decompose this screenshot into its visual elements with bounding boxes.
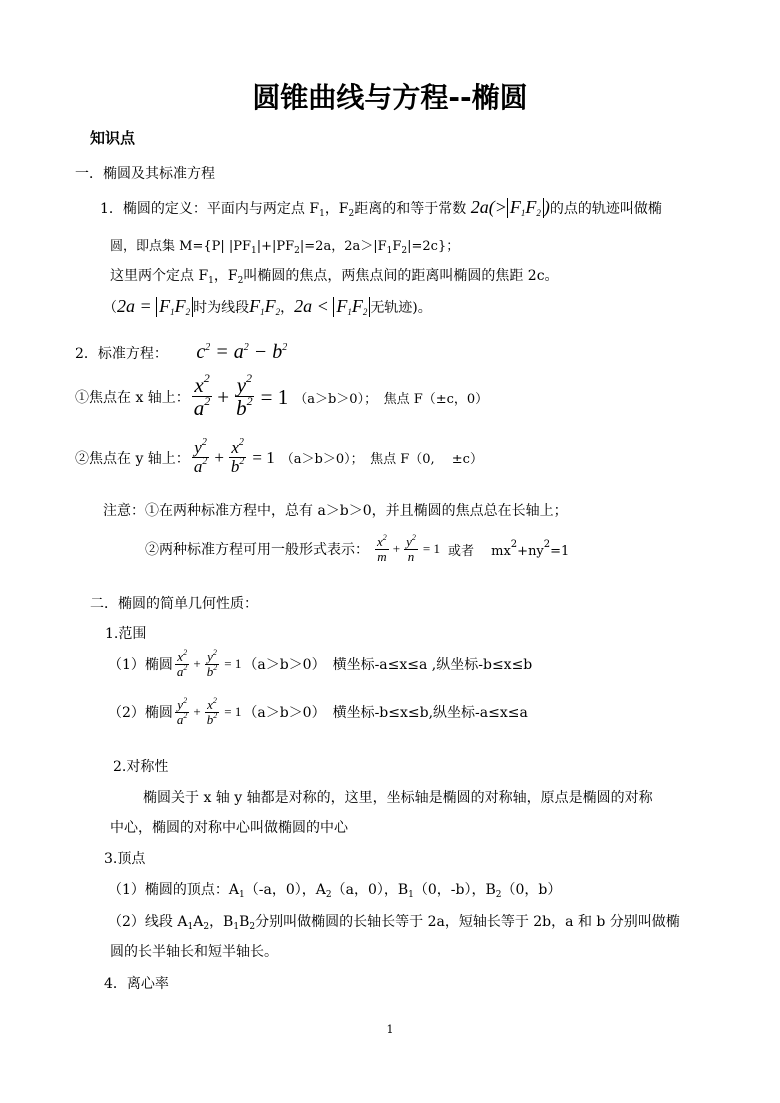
formula-range-2: $\frac{y^2}{a^2}$ + $\frac{x^2}{b^2}$ = 1 bbox=[176, 696, 242, 727]
symmetry-line-1: 椭圆关于 x 轴 y 轴都是对称的，这里，坐标轴是椭圆的对称轴，原点是椭圆的对称 bbox=[143, 790, 653, 806]
definition-line-1: 1．椭圆的定义：平面内与两定点 $F_1$，$F_2$距离的和等于常数 $2a(> F_1F_2$ )的点的轨迹叫做椭 bbox=[100, 197, 662, 219]
knowledge-heading: 知识点 bbox=[90, 129, 136, 147]
formula-y2a2-x2b2: $\frac{y^2}{a^2}$ + $\frac{x^2}{b^2}$ = 1 bbox=[193, 437, 275, 476]
range-line-2: （2）椭圆 $\frac{y^2}{a^2}$ + $\frac{x^2}{b^2}$ = 1 （a＞b＞0） 横坐标-b≤x≤b,纵坐标-a≤x≤a bbox=[108, 696, 528, 727]
standard-equation-line: 2．标准方程： $c^2 = a^2 - b^2$ bbox=[75, 341, 288, 363]
formula-range-1: $\frac{x^2}{a^2}$ + $\frac{y^2}{b^2}$ = 1 bbox=[176, 648, 242, 679]
formula-c2-a2-b2: $c^2 = a^2 - b^2$ bbox=[196, 341, 288, 363]
section-1-heading: 一．椭圆及其标准方程 bbox=[75, 166, 215, 182]
vertex-line-2: （2）线段 $A_1A_2$，$B_1B_2$分别叫做椭圆的长轴长等于 2a，短轴长等于 2b，a 和 b 分别叫做椭 bbox=[108, 914, 680, 932]
symmetry-heading: 2.对称性 bbox=[113, 759, 169, 775]
vertex-line-1: （1）椭圆的顶点：$A_1(-a$，0），$A_2(a$，0），$B_1(0$，-b），$B_2(0$，b） bbox=[108, 882, 562, 900]
foci-line: 这里两个定点 $F_1$，$F_2$叫椭圆的焦点，两焦点间的距离叫椭圆的焦距 2c。 bbox=[110, 268, 559, 286]
eccentricity-heading: 4．离心率 bbox=[104, 976, 169, 992]
formula-x2m-y2n: $\frac{x^2}{m}$ + $\frac{y^2}{n}$ = 1 bbox=[377, 533, 440, 564]
definition-line-2: 圆，即点集 M={P| $|PF_1|+|PF_2|=2a$，$2a>|F_1F_2|=2c$}； bbox=[110, 239, 460, 256]
note-2: ②两种标准方程可用一般形式表示： $\frac{x^2}{m}$ + $\frac{y^2}{n}$ = 1 或者 $mx^2+ny^2=1$ bbox=[145, 533, 570, 564]
segment-condition-line: （$2a = F_1F_2$ 时为线段$F_1F_2$，$2a < F_1F_2$ 无轨迹)。 bbox=[103, 296, 432, 317]
range-heading: 1.范围 bbox=[105, 626, 147, 642]
y-axis-form-line: ②焦点在 y 轴上： $\frac{y^2}{a^2}$ + $\frac{x^2}{b^2}$ = 1 （a＞b＞0）； 焦点 F（0, ±c） bbox=[75, 437, 483, 476]
x-axis-form-line: ①焦点在 x 轴上： $\frac{x^2}{a^2}$ + $\frac{y^2}{b^2}$ = 1 （a＞b＞0）； 焦点 F（±c，0） bbox=[75, 371, 489, 421]
section-2-heading: 二．椭圆的简单几何性质： bbox=[90, 596, 258, 612]
vertex-heading: 3.顶点 bbox=[104, 851, 146, 867]
note-1: 注意：①在两种标准方程中，总有 a＞b＞0，并且椭圆的焦点总在长轴上； bbox=[103, 503, 568, 519]
vertex-line-3: 圆的长半轴长和短半轴长。 bbox=[110, 944, 278, 960]
formula-x2a2-y2b2: $\frac{x^2}{a^2}$ + $\frac{y^2}{b^2}$ = 1 bbox=[193, 371, 289, 421]
page-title: 圆锥曲线与方程--椭圆 bbox=[252, 81, 528, 114]
formula-2a-gt-f1f2: $2a(> F_1F_2$ ) bbox=[466, 197, 550, 218]
range-line-1: （1）椭圆 $\frac{x^2}{a^2}$ + $\frac{y^2}{b^2}$ = 1 （a＞b＞0） 横坐标-a≤x≤a ,纵坐标-b≤x≤b bbox=[108, 648, 533, 679]
page-number: 1 bbox=[386, 1023, 394, 1036]
symmetry-line-2: 中心，椭圆的对称中心叫做椭圆的中心 bbox=[110, 820, 348, 836]
